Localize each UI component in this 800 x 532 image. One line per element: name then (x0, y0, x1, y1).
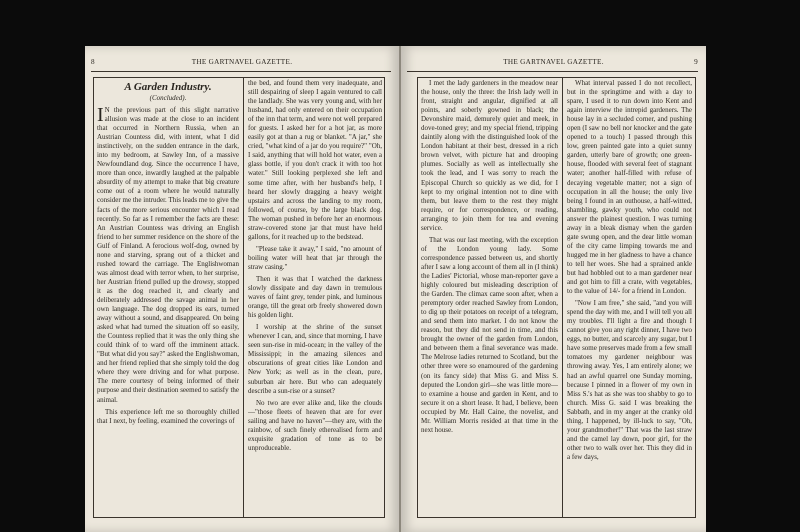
paragraph: I met the lady gardeners in the meadow near the house, only the three: the Irish lady well in front, straight and angular, dignified at all points, and soberly gowned in black; the Devonshire maid, demurely quiet and meek, in dove-toned grey; and my special friend, tripping daintily along with the distinguished look of the London habitant at their best, dressed in a rich brown velvet, with picture hat and drooping plumes. Socially as well as intellectually she took the lead, and I was sorry to reach the Episcopal Church so quickly as we did, for I kept to my original intention not to dine with them, but leave them to the rest they might require, or for correspondence, or reading, arranging to join them for tea and evening service. (421, 79, 558, 232)
right-column-1 (421, 79, 558, 516)
running-head-right (401, 58, 706, 70)
column-divider (562, 77, 563, 518)
left-column-1 (97, 79, 239, 516)
drop-cap: I (97, 104, 104, 126)
running-title: THE GARTNAVEL GAZETTE. (191, 58, 293, 66)
right-column-2 (567, 79, 692, 516)
running-head-left (85, 58, 399, 70)
paragraph: What interval passed I do not recollect, but in the springtime and with a day to spare, I used it to run down into Kent and again interview the intrepid gardeners. The house lay in a secluded corner, and pushing open (I saw no bell nor knocker and the gate opened to a touch) I passed through this low, green painted gate into a quiet sunny garden, utterly bare of growth; one green-house, flooded with several feet of stagnant water; another half-filled with refuse of decaying vegetable matter; not a sign of occupation in all the house; the only live being I found in an outhouse, a half-witted, shambling, gawky youth, who could not answer the plainest question. I was turning away in a bleak dismay when the garden gate swung open, and the dear little woman of the city came limping towards me and hugged me in her gladness to have a chance to tell her woes. She had a sprained ankle but had hobbled out to a man gardener near and got him to fill a crate, with vegetables, to the value of 14/- for a friend in London. (567, 79, 692, 296)
page-number: 9 (694, 58, 698, 66)
header-rule (91, 71, 391, 72)
header-rule (407, 71, 698, 72)
right-page (401, 46, 706, 532)
paragraph: No two are ever alike and, like the clouds—"those fleets of heaven that are for ever sailing and have no haven"—they are, with the rainbow, of such finely etherealised form and exquisite gradation of tone as to be unproduceable. (248, 398, 382, 452)
paragraph: "Now I am free," she said, "and you will spend the day with me, and I will tell you all my troubles. I'll light a fire and though I cannot give you any right dinner, I have two eggs, no butter, and scarcely any sugar, but I have some preserves made from a few small tomatoes my gardener neighbour was throwing away. Yes, I am entirely alone; we had an awful quarrel one Sunday morning, because I pinned in a flower of my own in Miss S.'s hat as she was too shabby to go to church. Miss G. said I was breaking the Sabbath, and in my anger at the cranky old thing, I happened, by ill-luck to say, "Oh, your grandmother!" That was the last straw and the camel lay down, poor girl, for the other two to walk over her. This they did in a few days, (567, 299, 692, 461)
left-page (85, 46, 399, 532)
paragraph: I worship at the shrine of the sunset whenever I can, and, since that morning, I have seen sun-rise in mid-ocean; in the valley of the Mississippi; in the amazing silences and obscurations of great cities like London and New York; as well as in the clean, pure, suburban air here. But who can adequately describe a sun-rise or a sunset? (248, 323, 382, 395)
column-divider (243, 77, 244, 518)
article-title: A Garden Industry. (124, 81, 212, 93)
running-title: THE GARTNAVEL GAZETTE. (503, 58, 604, 66)
paragraph: Then it was that I watched the darkness slowly dissipate and day dawn in tremulous waves of faint grey, tender pink, and luminous orange, till the great orb freely showered down his golden light. (248, 274, 382, 320)
paragraph: the bed, and found them very inadequate, and still despairing of sleep I again ventured to call the landlady. She was very young and, with her husband, had only entered on their occupation of the inn that term, and were not well prepared for guests. I asked her for a hot jar, as more easily got at than a rug or blanket. "A jar," she cried, "what kind of a jar do you require?" "Oh, I said, anything that will hold hot water, even a glass bottle, if you don't crack it with too hot water." Still looking perplexed she left and some time after, with her husband's help, I heard her slowly dragging a heavy weight upstairs and across the landing to my room, followed, of course, by the large black dog. The woman pushed in before her an enormous straw-covered stone jar that must have held gallons, for it reached up to the bedstead. (248, 79, 382, 241)
paragraph: "Please take it away," I said, "no amount of boiling water will heat that jar through the straw casing." (248, 244, 382, 271)
paragraph: This experience left me so thoroughly chilled that I next, by feeling, examined the coverings of (97, 407, 239, 425)
left-column-2 (248, 79, 382, 516)
page-number: 8 (91, 58, 95, 66)
paragraph: That was our last meeting, with the exception of the London young lady. Some correspondence passed between us, and shortly after I saw a long account of them all in (I think) the Ladies' Pictorial, whose man-reporter gave a highly coloured but misleading description of the Garden. The climax came soon after, when a peremptory order reached Sawley from London, to dig up their potatoes on receipt of a telegram, and send them into market. I do not know the reason, but they did not send in time, and this brought the owner of the garden from London, and between them a final severance was made. The Melrose ladies returned to Scotland, but the other three were so enamoured of the gardening (on its fancy side) that Miss G. and Miss S. deputed the London girl—she was little more—to examine a house and garden in Kent, and to secure it on a short lease. It had, I believe, been occupied by Mr. Hall Caine, the novelist, and Mr. William Morris resided at that time in the next house. (421, 235, 558, 434)
article-subtitle: (Concluded). (149, 94, 187, 102)
paragraph: N the previous part of this slight narrative allusion was made at the close to an incident that occurred in Northern Russia, when an Austrian Countess did, with intent, what I did instinctively, on the sudden entrance in the dark, into my bedroom, at Sawley Inn, of a massive Newfoundland dog. Since the occurrence I have, more than once, inwardly laughed at the palpable absurdity of my attempt to make that big creature come out of a room where he would naturally consider me the intruder. This leads me to give the facts of the more serious encounter which I read recently. So far as I remember the facts are these: An Austrian Countess was driving an English friend to her summer residence on the shore of the Gulf of Finland. A ferocious wolf-dog, owned by none and starving, sprang out of a thicket and rushed toward the carriage. The Englishwoman was almost dead with terror when, to her surprise, her Austrian friend pulled up the drowsy, stopped it as the dog reached it, and clearly and deliberately addressed the savage animal in her own language. The dog dropped its ears, turned away without a sound, and disappeared. On being asked what had turned the situation off so easily, the Countess replied that it was the only thing she could think of to ward off the imminent attack. "But what did you say?" asked the Englishwoman, and her friend replied that she simply told the dog where they were driving and for what purpose. The mere courtesy of being informed of their purpose and their destination seemed to satisfy the animal. (97, 106, 239, 404)
